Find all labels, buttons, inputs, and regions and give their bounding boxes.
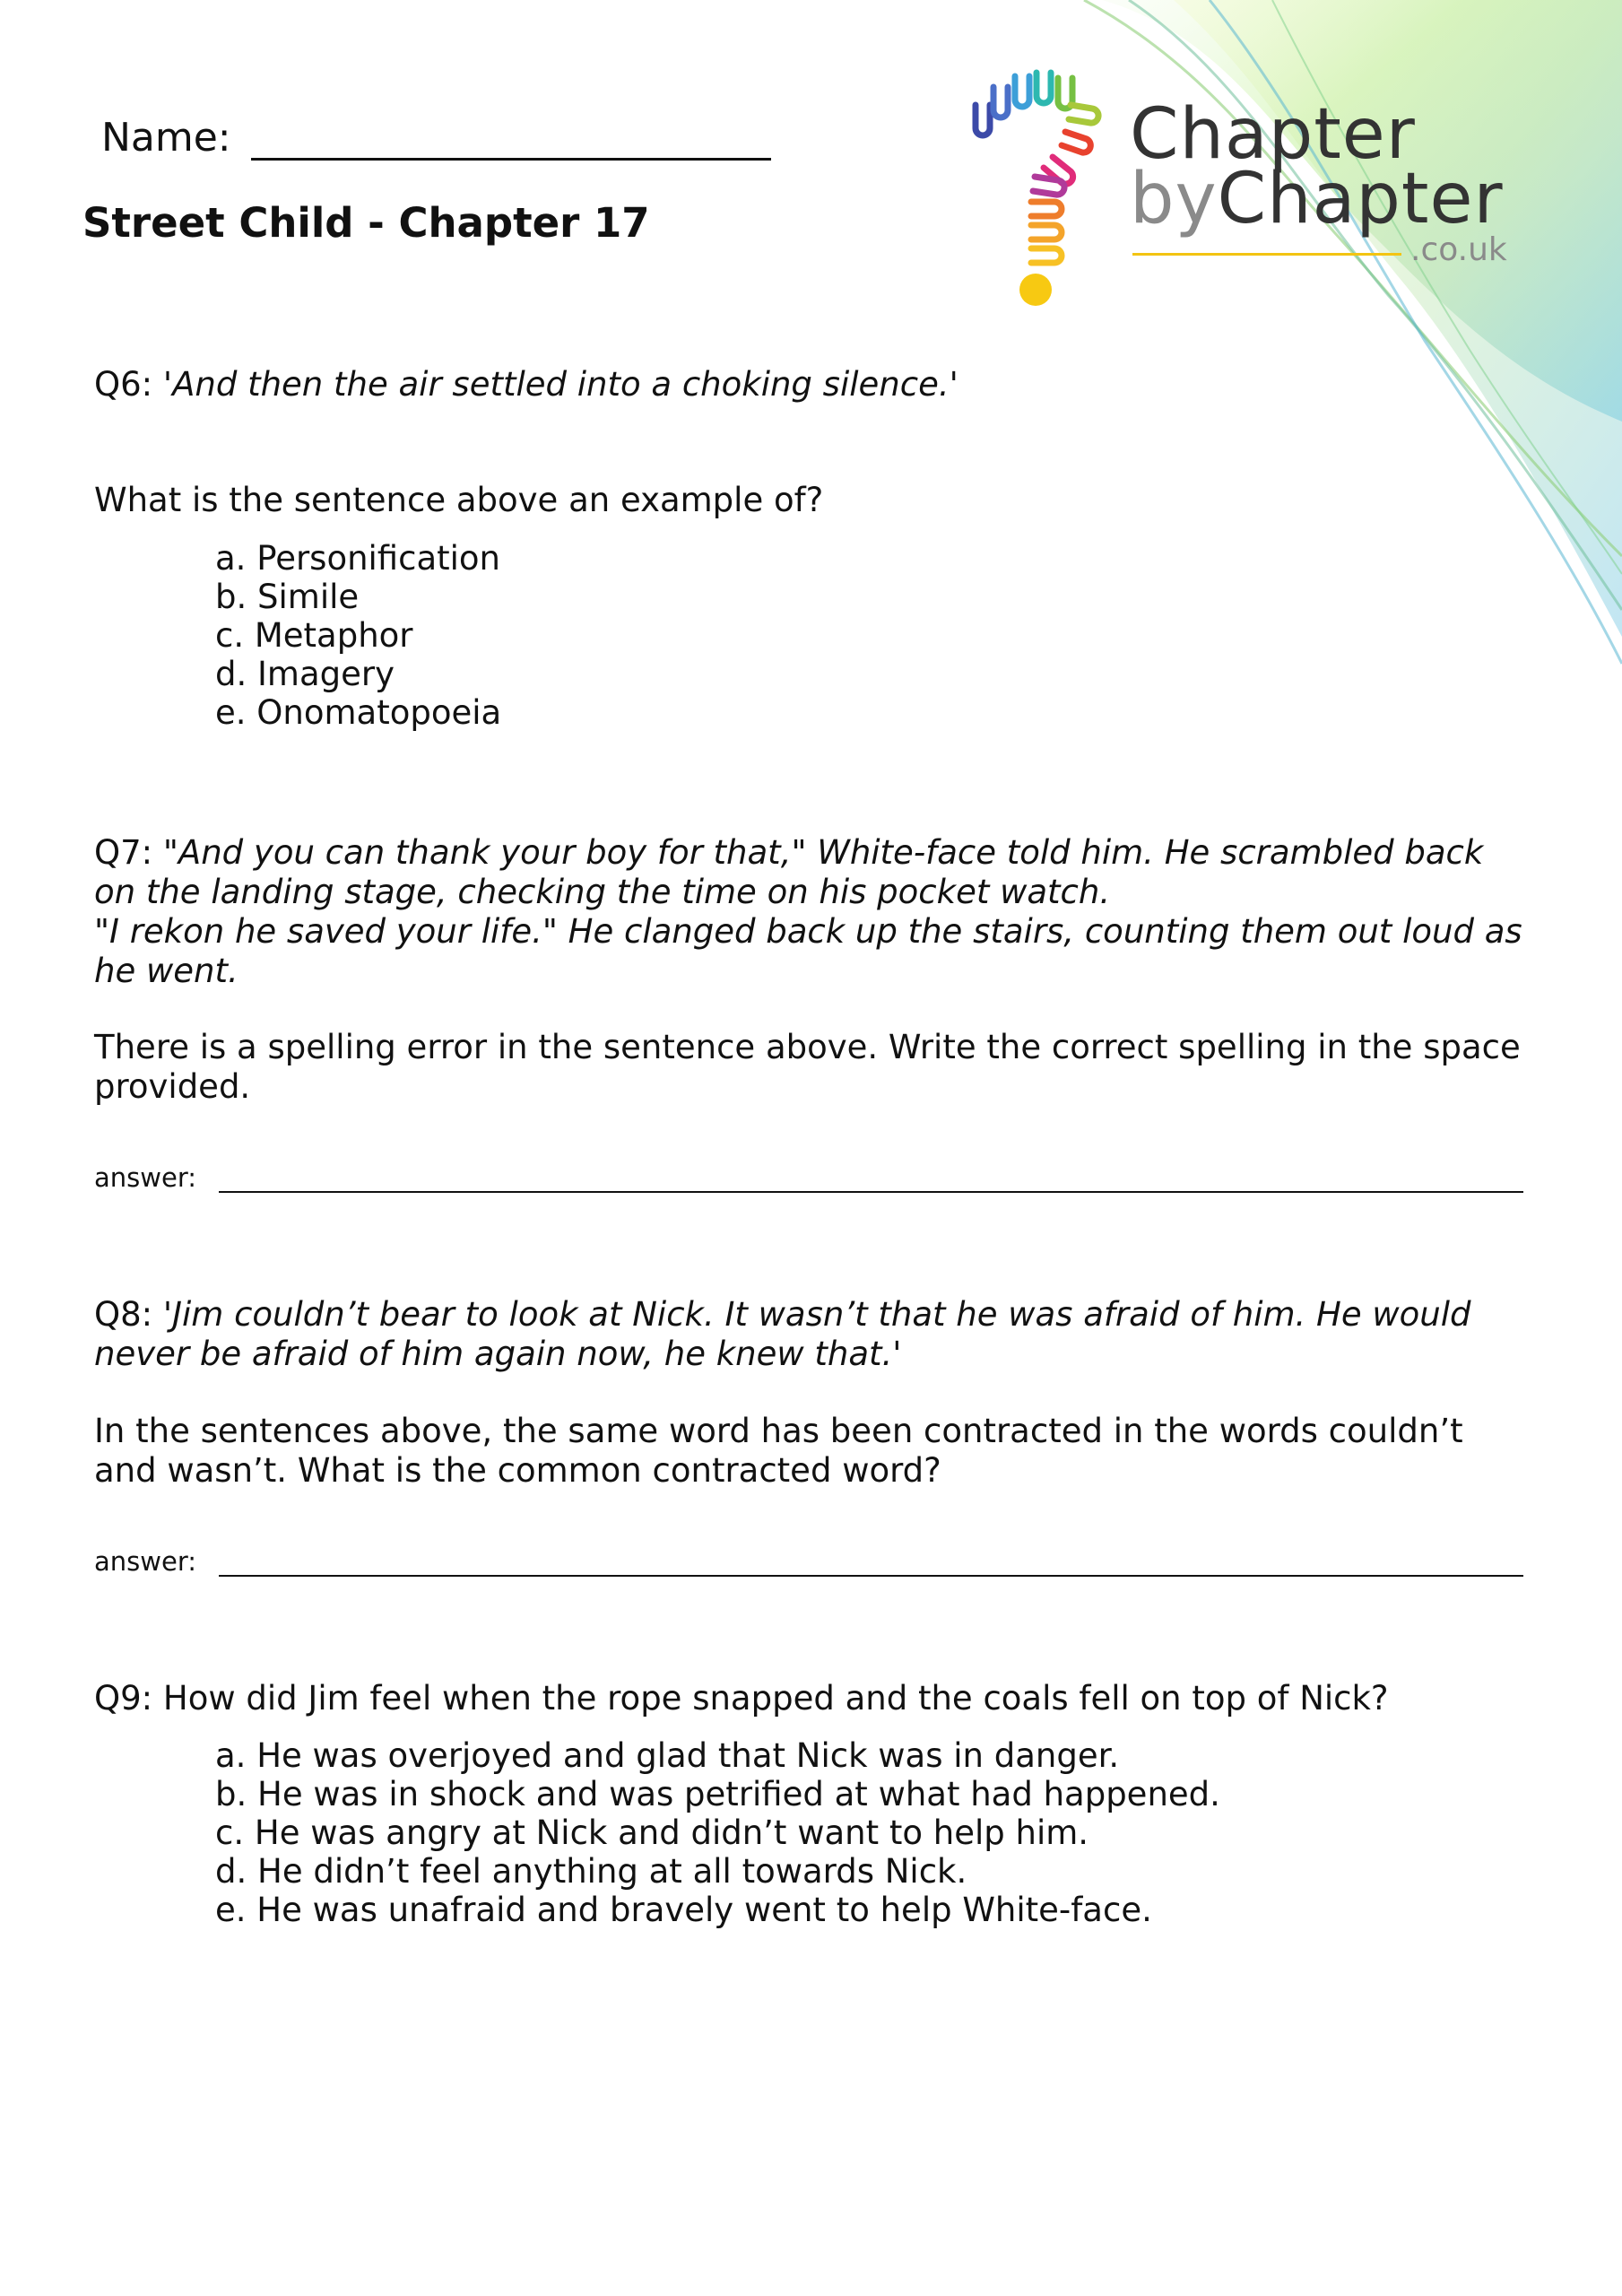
book-question-mark-icon [959, 49, 1121, 318]
q7-quote-line1: "And you can thank your boy for that," White-face told him. He scrambled back on the landing stage, checking the time on his pocket watch. [94, 833, 1484, 911]
q7-answer-field[interactable] [219, 1168, 1523, 1193]
q9-option-b[interactable]: b. He was in shock and was petrified at what had happened. [215, 1775, 1220, 1813]
q9-option-e[interactable]: e. He was unafraid and bravely went to help White-face. [215, 1891, 1152, 1929]
q6-quote: 'And then the air settled into a choking silence.' [162, 365, 958, 404]
q9-prompt: How did Jim feel when the rope snapped and the coals fell on top of Nick? [162, 1679, 1389, 1718]
q6-option-d[interactable]: d. Imagery [215, 655, 395, 693]
q9-option-d[interactable]: d. He didn’t feel anything at all towards Nick. [215, 1852, 967, 1891]
q7-question [94, 833, 1529, 991]
q6-prompt: What is the sentence above an example of? [94, 481, 824, 519]
q6-question [94, 365, 1529, 404]
q8-answer-label: answer: [94, 1546, 197, 1577]
q6-option-c[interactable]: c. Metaphor [215, 616, 413, 655]
name-row [101, 115, 771, 161]
q7-prompt: There is a spelling error in the sentence above. Write the correct spelling in the space provided. [94, 1028, 1521, 1106]
logo-word-chapter: Chapter [1130, 94, 1416, 175]
q7-quote-line2: "I rekon he saved your life." He clanged back up the stairs, counting them out loud as he went. [94, 912, 1522, 990]
q8-answer-row [94, 1546, 1529, 1577]
q7-answer-label: answer: [94, 1162, 197, 1193]
worksheet-title: Street Child - Chapter 17 [82, 199, 650, 247]
q9-options [215, 1736, 1220, 1929]
q8-answer-field[interactable] [219, 1552, 1523, 1577]
name-field[interactable] [251, 118, 771, 161]
logo-word-bychapter [1130, 159, 1504, 239]
chapter-by-chapter-logo [959, 49, 1533, 318]
name-label: Name: [101, 115, 231, 161]
logo-word-by: by [1130, 159, 1218, 239]
logo-word-chapter-2: Chapter [1217, 159, 1504, 239]
logo-domain-suffix: .co.uk [1410, 231, 1507, 268]
q6-option-b[interactable]: b. Simile [215, 578, 360, 616]
q6-label: Q6: [94, 365, 153, 404]
logo-underline [1132, 253, 1401, 256]
q6-option-a[interactable]: a. Personification [215, 539, 501, 578]
q7-label: Q7: [94, 833, 153, 872]
q8-prompt: In the sentences above, the same word has been contracted in the words couldn’t and wasn’t. What is the common contracted word? [94, 1412, 1463, 1490]
q9-option-c[interactable]: c. He was angry at Nick and didn’t want to help him. [215, 1813, 1089, 1852]
q8-quote: 'Jim couldn’t bear to look at Nick. It wasn’t that he was afraid of him. He would never be afraid of him again now, he knew that.' [94, 1295, 1471, 1373]
q7-answer-row [94, 1162, 1529, 1193]
q8-label: Q8: [94, 1295, 153, 1334]
q6-options [215, 539, 501, 732]
q6-option-e[interactable]: e. Onomatopoeia [215, 693, 502, 732]
q9-option-a[interactable]: a. He was overjoyed and glad that Nick was in danger. [215, 1736, 1120, 1775]
q9-question [94, 1679, 1529, 1718]
q9-label: Q9: [94, 1679, 153, 1718]
q8-question [94, 1295, 1529, 1374]
